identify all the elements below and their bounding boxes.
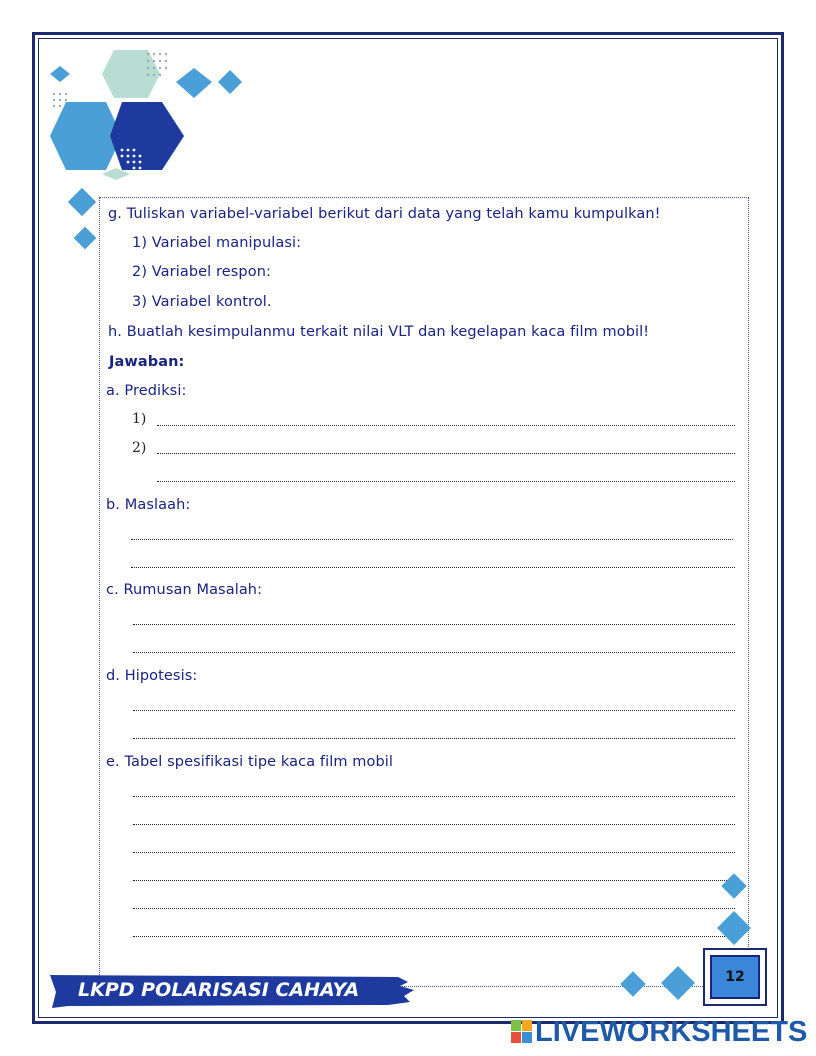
answer-line-e4[interactable] xyxy=(133,880,735,881)
answer-line-e6[interactable] xyxy=(133,936,735,937)
answer-a-item-label: 2) xyxy=(132,440,147,456)
answer-a-label: a. Prediksi: xyxy=(106,383,187,399)
answer-line-b2[interactable] xyxy=(131,567,735,568)
answer-c-label: c. Rumusan Masalah: xyxy=(106,582,263,598)
page-number: 12 xyxy=(710,955,760,999)
question-g: g. Tuliskan variabel-variabel berikut dari data yang telah kamu kumpulkan! xyxy=(108,206,661,222)
worksheet-title: LKPD POLARISASI CAHAYA xyxy=(78,979,360,1001)
question-h: h. Buatlah kesimpulanmu terkait nilai VLT dan kegelapan kaca film mobil! xyxy=(108,324,650,340)
liveworksheets-logo-icon xyxy=(511,1020,533,1044)
answer-e-label: e. Tabel spesifikasi tipe kaca film mobil xyxy=(106,754,394,770)
answer-a-item-label: 1) xyxy=(132,411,147,427)
answer-line-e3[interactable] xyxy=(133,852,735,853)
answer-b-label: b. Maslaah: xyxy=(106,497,191,513)
answer-d-label: d. Hipotesis: xyxy=(106,668,198,684)
variable-item: 2) Variabel respon: xyxy=(132,264,271,280)
answer-line-e5[interactable] xyxy=(133,908,735,909)
answer-heading: Jawaban: xyxy=(109,354,185,370)
liveworksheets-watermark xyxy=(535,1016,807,1049)
hexagon-decoration xyxy=(44,44,254,194)
answer-line-a3[interactable] xyxy=(157,481,735,482)
variable-item: 1) Variabel manipulasi: xyxy=(132,235,302,251)
answer-line-e1[interactable] xyxy=(133,796,735,797)
answer-line-e2[interactable] xyxy=(133,824,735,825)
answer-line-a1[interactable] xyxy=(157,425,735,426)
liveworksheets-text: LIVEWORKSHEETS xyxy=(535,1016,808,1048)
answer-line-a2[interactable] xyxy=(157,453,735,454)
answer-line-b1[interactable] xyxy=(131,539,733,540)
answer-line-d1[interactable] xyxy=(133,710,735,711)
variable-item: 3) Variabel kontrol. xyxy=(132,294,272,310)
answer-line-c2[interactable] xyxy=(133,652,735,653)
answer-line-c1[interactable] xyxy=(133,624,735,625)
answer-line-d2[interactable] xyxy=(133,738,735,739)
